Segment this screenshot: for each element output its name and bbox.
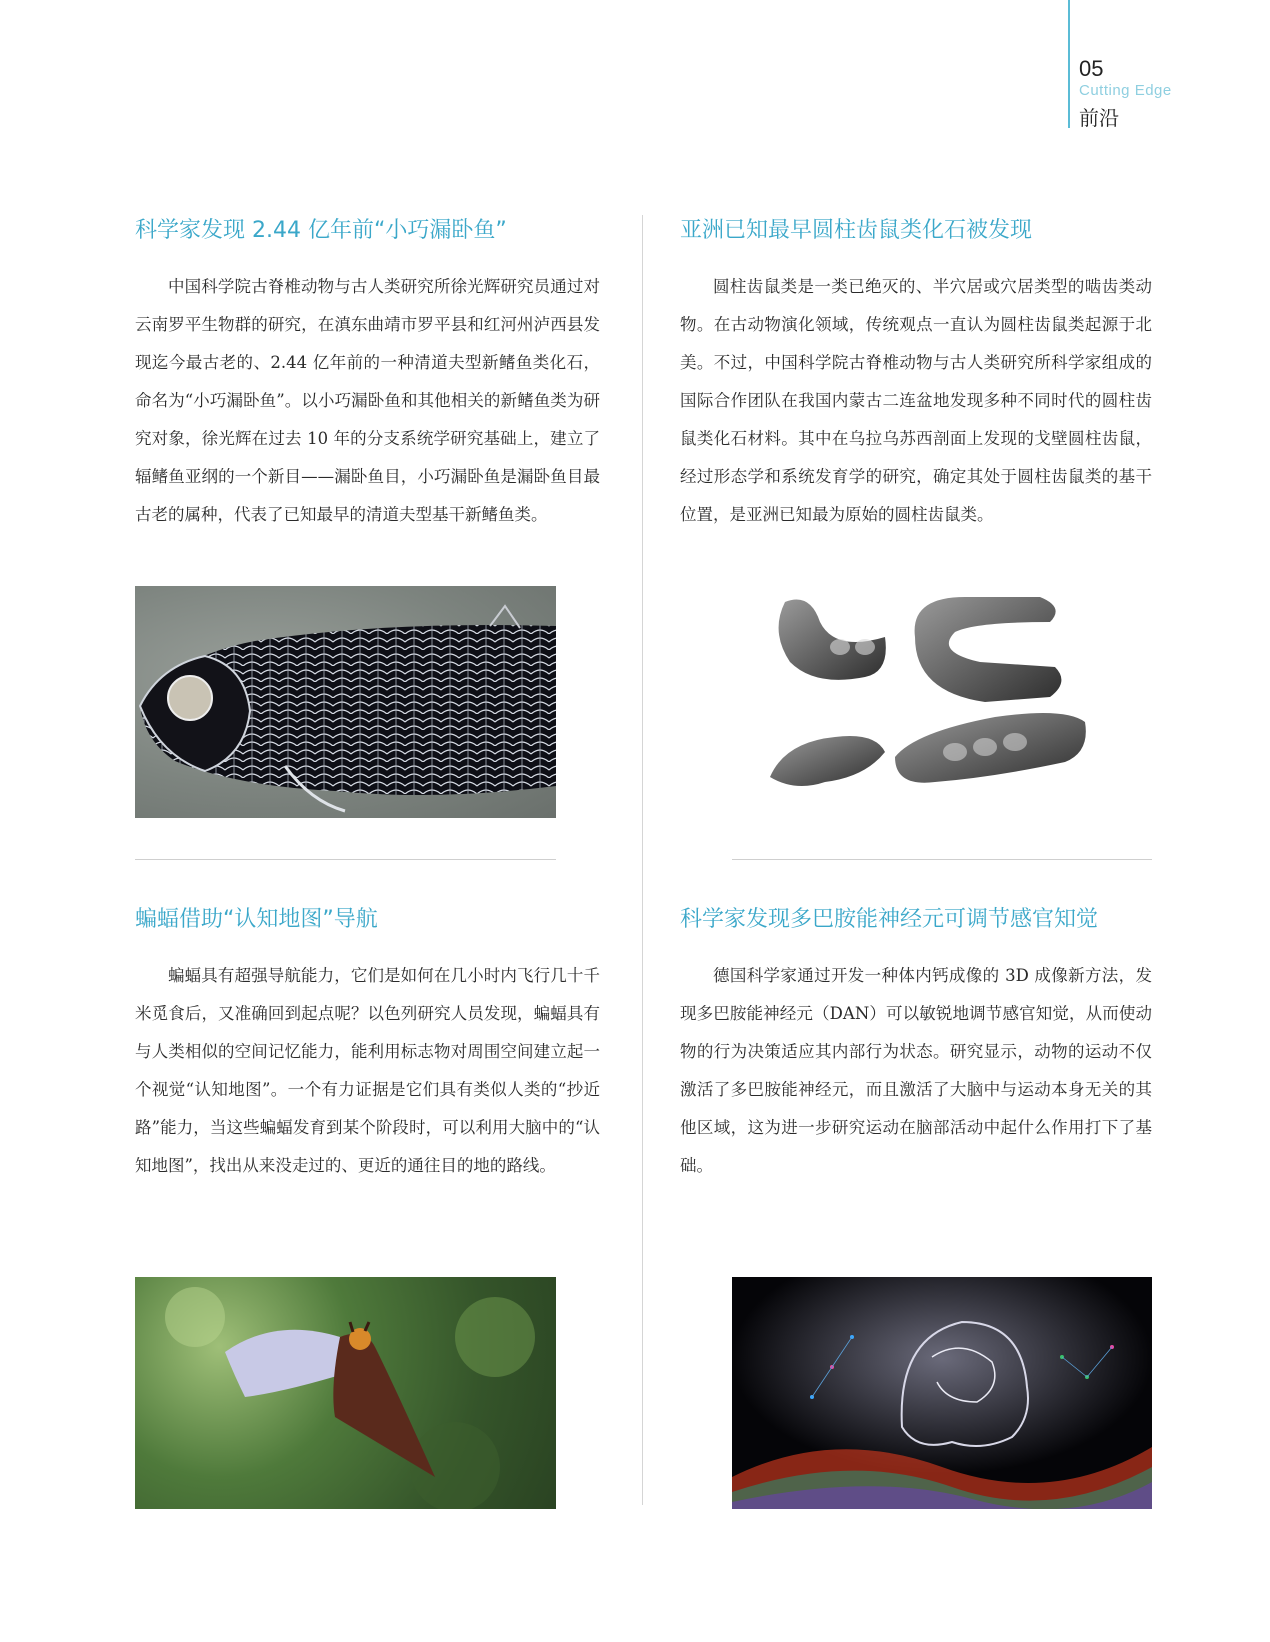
section-label-en: Cutting Edge — [1079, 82, 1172, 99]
bat-photo — [135, 1277, 556, 1509]
rodent-jaw-fossil-photo — [765, 592, 1115, 817]
article-body: 中国科学院古脊椎动物与古人类研究所徐光辉研究员通过对云南罗平生物群的研究，在滇东曲靖市罗平县和红河州泸西县发现迄今最古老的、2.44 亿年前的一种清道夫型新鳍鱼类化石，命名为“小巧漏卧鱼”。以小巧漏卧鱼和其他相关的新鳍鱼类为研究对象，徐光辉在过去 10 年的分支系统学研究基础上，建立了辐鳍鱼亚纲的一个新目——漏卧鱼目，小巧漏卧鱼是漏卧鱼目最古老的属种，代表了已知最早的清道夫型基干新鳍鱼类。 — [135, 277, 600, 524]
brain-neural-art-image — [732, 1277, 1152, 1509]
article-body: 蝙蝠具有超强导航能力，它们是如何在几小时内飞行几十千米觅食后，又准确回到起点呢？以色列研究人员发现，蝙蝠具有与人类相似的空间记忆能力，能利用标志物对周围空间建立起一个视觉“认知地图”。一个有力证据是它们具有类似人类的“抄近路”能力，当这些蝙蝠发育到某个阶段时，可以利用大脑中的“认知地图”，找出从来没走过的、更近的通往目的地的路线。 — [135, 966, 600, 1175]
fish-fossil-photo — [135, 586, 556, 818]
row-separator-right — [732, 859, 1152, 860]
article-title: 科学家发现 2.44 亿年前“小巧漏卧鱼” — [135, 218, 507, 243]
article-title: 亚洲已知最早圆柱齿鼠类化石被发现 — [680, 218, 1033, 243]
page-number: 05 — [1079, 56, 1104, 81]
article-body: 圆柱齿鼠类是一类已绝灭的、半穴居或穴居类型的啮齿类动物。在古动物演化领域，传统观点一直认为圆柱齿鼠类起源于北美。不过，中国科学院古脊椎动物与古人类研究所科学家组成的国际合作团队在我国内蒙古二连盆地发现多种不同时代的圆柱齿鼠类化石材料。其中在乌拉乌苏西剖面上发现的戈壁圆柱齿鼠，经过形态学和系统发育学的研究，确定其处于圆柱齿鼠类的基干位置，是亚洲已知最为原始的圆柱齿鼠类。 — [680, 277, 1152, 524]
section-label-cn: 前沿 — [1079, 106, 1119, 130]
article-title: 科学家发现多巴胺能神经元可调节感官知觉 — [680, 907, 1099, 932]
row-separator-left — [135, 859, 556, 860]
column-divider — [642, 215, 643, 1505]
article-title: 蝙蝠借助“认知地图”导航 — [135, 907, 378, 932]
header-divider — [1068, 0, 1070, 128]
article-body: 德国科学家通过开发一种体内钙成像的 3D 成像新方法，发现多巴胺能神经元（DAN）可以敏锐地调节感官知觉，从而使动物的行为决策适应其内部行为状态。研究显示，动物的运动不仅激活了多巴胺能神经元，而且激活了大脑中与运动本身无关的其他区域，这为进一步研究运动在脑部活动中起什么作用打下了基础。 — [680, 966, 1152, 1175]
